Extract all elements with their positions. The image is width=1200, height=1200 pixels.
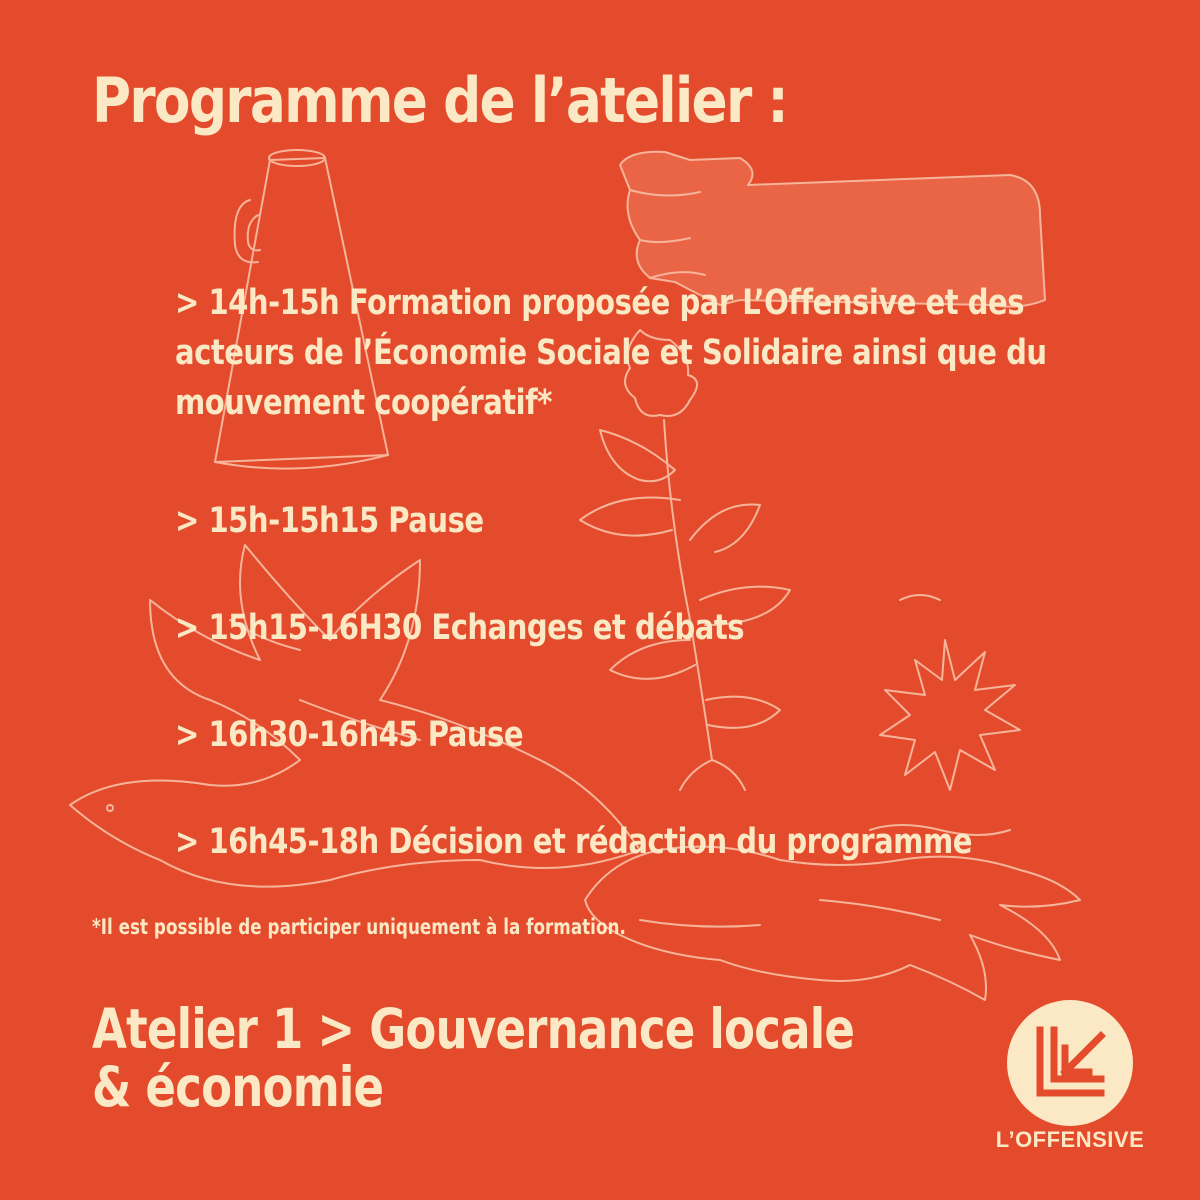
page-title: Programme de l’atelier :: [92, 64, 787, 137]
logo-text: L’OFFENSIVE: [995, 1127, 1145, 1152]
schedule-item: > 14h-15h Formation proposée par L’Offensive et des acteurs de l’Économie Sociale et Solidaire ainsi que du mouvement coopératif*: [175, 283, 1047, 423]
atelier-heading: [92, 997, 953, 1119]
schedule-item: > 15h15-16H30 Echanges et débats: [175, 608, 745, 648]
schedule-item: > 16h30-16h45 Pause: [175, 715, 524, 755]
arrow-down-left-logo-icon: [1007, 1000, 1133, 1126]
atelier-heading-line2: & économie: [92, 1055, 384, 1119]
schedule-list: [175, 278, 1113, 924]
offensive-logo: [995, 1000, 1145, 1160]
schedule-item: > 16h45-18h Décision et rédaction du programme: [175, 822, 972, 862]
footnote: *Il est possible de participer uniquement à la formation.: [92, 915, 626, 939]
atelier-heading-line1: Atelier 1 > Gouvernance locale: [92, 997, 855, 1061]
schedule-item: > 15h-15h15 Pause: [175, 501, 484, 541]
